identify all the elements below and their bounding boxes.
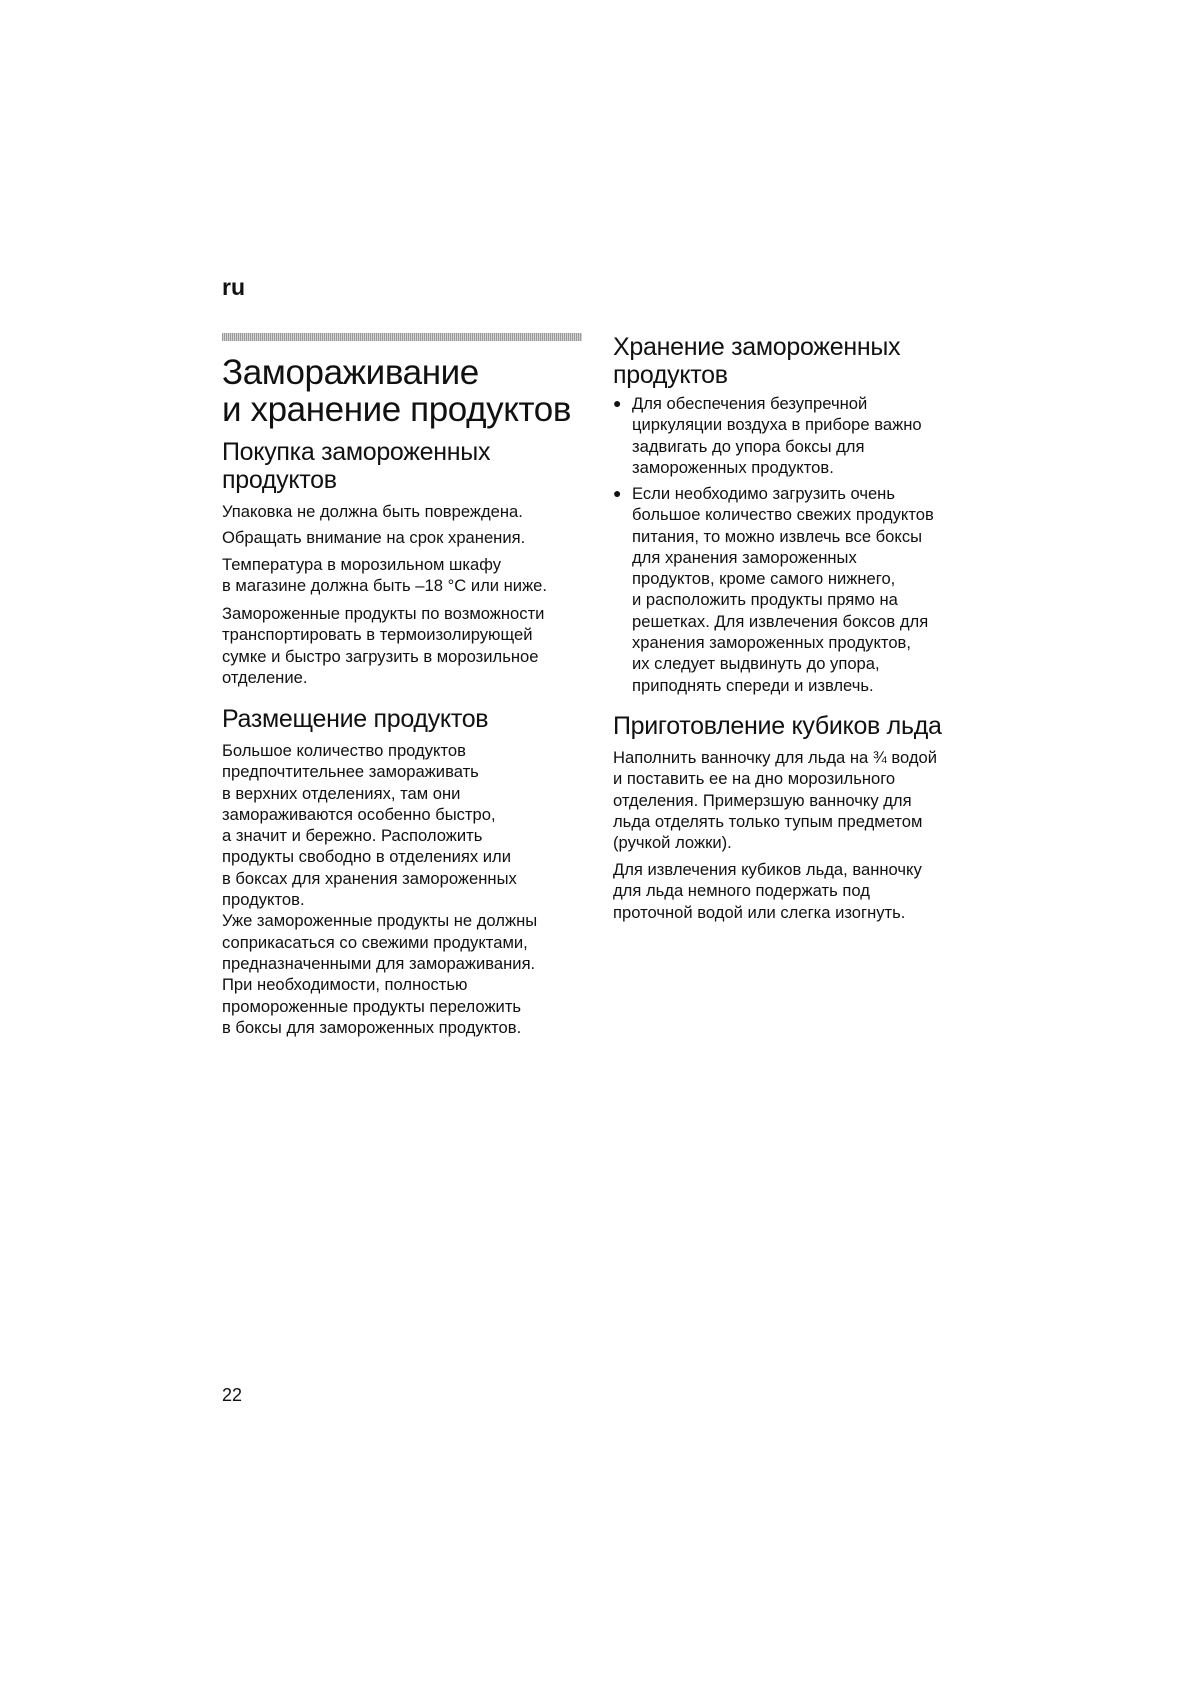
- page-number: 22: [222, 1385, 243, 1405]
- placement-heading: Размещение продуктов: [222, 705, 489, 733]
- ice-heading: Приготовление кубиков льда: [613, 712, 942, 740]
- purchase-paragraph-4: Замороженные продукты по возможности транспортировать в термоизолирующей сумке и быстро загрузить в морозильное отделение.: [222, 604, 545, 687]
- placement-paragraph: Большое количество продуктов предпочтительнее замораживать в верхних отделениях, там они замораживаются особенно быстро, а значит и бережно. Расположить продукты свободно в отделениях или в боксах для хранения замороженных продуктов. Уже замороженные продукты не должны соприкасаться со свежими продуктами, предназначенными для замораживания. При необходимости, полностью промороженные продукты переложить в боксы для замороженных продуктов.: [222, 741, 538, 1037]
- purchase-heading: Покупка замороженных продуктов: [222, 438, 491, 494]
- language-code: ru: [222, 274, 245, 300]
- purchase-paragraph-3: Температура в морозильном шкафу в магазине должна быть –18 °C или ниже.: [222, 555, 548, 596]
- storage-bullet-2-text: Если необходимо загрузить очень большое количество свежих продуктов питания, то можно извлечь все боксы для хранения замороженных продуктов, кроме самого нижнего, и расположить продукты прямо на решетках. Для извлечения боксов для хранения замороженных продуктов, их следует выдвинуть до упора, приподнять спереди и извлечь.: [632, 484, 934, 695]
- storage-heading: Хранение замороженных продуктов: [613, 333, 901, 389]
- bullet-icon: ●: [613, 395, 622, 411]
- page-title: Замораживание и хранение продуктов: [222, 353, 572, 429]
- ice-paragraph-1: Наполнить ванночку для льда на ¾ водой и поставить ее на дно морозильного отделения. Примерзшую ванночку для льда отделять только тупым предметом (ручкой ложки).: [613, 748, 938, 853]
- section-divider: [222, 333, 582, 341]
- purchase-paragraph-2: Обращать внимание на срок хранения.: [222, 528, 526, 547]
- purchase-paragraph-1: Упаковка не должна быть повреждена.: [222, 502, 523, 521]
- bullet-icon: ●: [613, 485, 622, 501]
- ice-paragraph-2: Для извлечения кубиков льда, ванночку для льда немного подержать под проточной водой или слегка изогнуть.: [613, 860, 922, 922]
- storage-bullet-1-text: Для обеспечения безупречной циркуляции воздуха в приборе важно задвигать до упора боксы для замороженных продуктов.: [632, 394, 922, 477]
